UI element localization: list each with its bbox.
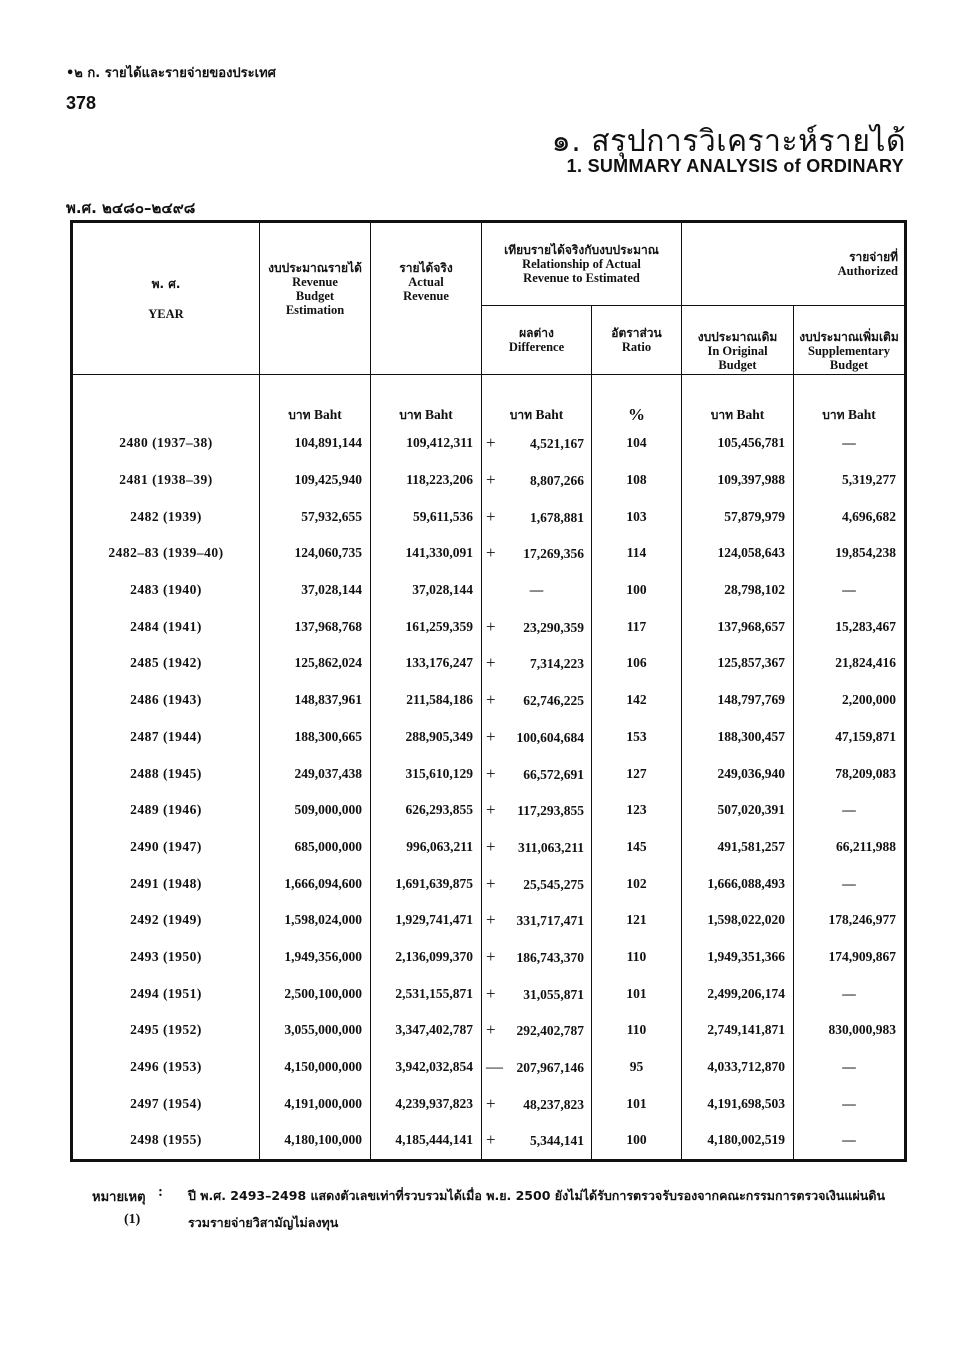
cell-difference [482,608,592,645]
cell-estimate: 125,862,024 [260,645,371,682]
footnote-number: (1) [124,1212,141,1227]
unit-difference [482,375,592,426]
difference-value: 25,545,275 [523,876,584,892]
header-actual [371,222,482,375]
cell-supplementary: 4,696,682 [794,498,906,535]
cell-ratio: 95 [592,1049,682,1086]
table-row [72,829,906,866]
cell-ratio: 145 [592,829,682,866]
table-row [72,608,906,645]
cell-ratio: 153 [592,719,682,756]
footnote-text: รวมรายจ่ายวิสามัญไม่ลงทุน [188,1215,339,1230]
cell-year: 2494 (1951) [72,975,260,1012]
cell-year: 2487 (1944) [72,719,260,756]
cell-ratio: 121 [592,902,682,939]
cell-estimate: 509,000,000 [260,792,371,829]
cell-original: 491,581,257 [682,829,794,866]
header-supplementary-en1: Supplementary [808,344,890,358]
header-authorized-en: Authorized [837,264,899,278]
cell-year: 2498 (1955) [72,1122,260,1160]
cell-original: 4,033,712,870 [682,1049,794,1086]
cell-estimate: 1,666,094,600 [260,865,371,902]
difference-value: 331,717,471 [516,913,584,929]
table-row [72,865,906,902]
cell-year: 2495 (1952) [72,1012,260,1049]
cell-original: 124,058,643 [682,535,794,572]
cell-original: 57,879,979 [682,498,794,535]
cell-supplementary: 21,824,416 [794,645,906,682]
cell-actual: 4,185,444,141 [371,1122,482,1160]
header-actual-en2: Revenue [403,289,449,303]
cell-original: 28,798,102 [682,572,794,609]
cell-difference [482,975,592,1012]
cell-supplementary: 178,246,977 [794,902,906,939]
unit-original [682,375,794,426]
cell-ratio: 110 [592,939,682,976]
cell-ratio: 110 [592,1012,682,1049]
cell-year: 2482 (1939) [72,498,260,535]
cell-year: 2480 (1937–38) [72,425,260,462]
table-row [72,682,906,719]
cell-ratio: 142 [592,682,682,719]
header-authorized [682,222,906,306]
cell-year: 2497 (1954) [72,1085,260,1122]
cell-estimate: 2,500,100,000 [260,975,371,1012]
unit-actual [371,375,482,426]
cell-year: 2496 (1953) [72,1049,260,1086]
header-original-en1: In Original [707,344,768,358]
difference-sign: + [486,763,496,783]
cell-estimate: 137,968,768 [260,608,371,645]
cell-ratio: 114 [592,535,682,572]
header-supplementary-en2: Budget [829,358,869,372]
difference-value: 17,269,356 [523,546,584,562]
cell-actual: 141,330,091 [371,535,482,572]
difference-sign: + [486,470,496,490]
cell-estimate: 57,932,655 [260,498,371,535]
header-original [682,306,794,375]
cell-estimate: 124,060,735 [260,535,371,572]
cell-difference [482,1085,592,1122]
header-difference [482,306,592,375]
header-relationship-en2: Revenue to Estimated [523,271,640,285]
cell-estimate: 4,150,000,000 [260,1049,371,1086]
table-row [72,975,906,1012]
unit-baht-th: บาท [509,408,533,422]
difference-value: 8,807,266 [530,473,584,489]
difference-sign: + [486,946,496,966]
cell-original: 188,300,457 [682,719,794,756]
table-row [72,425,906,462]
header-estimate-th: งบประมาณรายได้ [268,261,362,275]
table-row [72,645,906,682]
cell-ratio: 100 [592,572,682,609]
cell-ratio: 127 [592,755,682,792]
cell-actual: 59,611,536 [371,498,482,535]
unit-percent: % [592,375,682,426]
cell-supplementary: — [794,425,906,462]
cell-supplementary: 19,854,238 [794,535,906,572]
difference-value: 31,055,871 [523,986,584,1002]
header-actual-th: รายได้จริง [399,261,453,275]
difference-sign: + [486,506,496,526]
cell-difference [482,755,592,792]
header-year-en: YEAR [148,306,184,321]
cell-actual: 133,176,247 [371,645,482,682]
page-title-english: 1. SUMMARY ANALYSIS of ORDINARY [566,156,904,176]
header-relationship-en1: Relationship of Actual [522,257,641,271]
cell-ratio: 123 [592,792,682,829]
table-row [72,1012,906,1049]
cell-year: 2482–83 (1939–40) [72,535,260,572]
cell-difference [482,1122,592,1160]
cell-estimate: 1,598,024,000 [260,902,371,939]
cell-supplementary: 830,000,983 [794,1012,906,1049]
cell-year: 2491 (1948) [72,865,260,902]
cell-actual: 3,347,402,787 [371,1012,482,1049]
cell-year: 2492 (1949) [72,902,260,939]
cell-ratio: 117 [592,608,682,645]
note-text: ปี พ.ศ. 2493–2498 แสดงตัวเลขเท่าที่รวบรวมได้เมื่อ พ.ย. 2500 ยังไม่ได้รับการตรวจรับรองจากคณะกรรมการตรวจเงินแผ่นดิน [188,1188,886,1203]
cell-actual: 1,929,741,471 [371,902,482,939]
difference-value: 186,743,370 [516,949,584,965]
difference-value: 7,314,223 [530,656,584,672]
header-ratio-th: อัตราส่วน [611,326,662,340]
cell-actual: 118,223,206 [371,462,482,499]
cell-year: 2486 (1943) [72,682,260,719]
difference-value: 1,678,881 [530,509,584,525]
cell-original: 148,797,769 [682,682,794,719]
cell-difference [482,792,592,829]
unit-baht-en: Baht [535,407,564,422]
table-row [72,1085,906,1122]
cell-original: 4,191,698,503 [682,1085,794,1122]
cell-difference [482,1012,592,1049]
cell-actual: 315,610,129 [371,755,482,792]
table-row [72,498,906,535]
cell-actual: 626,293,855 [371,792,482,829]
cell-supplementary: — [794,1049,906,1086]
header-supplementary [794,306,906,375]
cell-original: 125,857,367 [682,645,794,682]
table-row [72,755,906,792]
difference-sign: + [486,1020,496,1040]
cell-original: 1,598,022,020 [682,902,794,939]
difference-value: 100,604,684 [516,729,584,745]
cell-original: 4,180,002,519 [682,1122,794,1160]
header-year-th: พ. ศ. [151,276,181,291]
header-ratio-en: Ratio [621,340,652,354]
cell-year: 2483 (1940) [72,572,260,609]
cell-supplementary: 66,211,988 [794,829,906,866]
page-number: 378 [66,93,97,113]
difference-sign: + [486,433,496,453]
cell-actual: 2,531,155,871 [371,975,482,1012]
difference-value: 117,293,855 [517,803,584,819]
unit-year [72,375,260,426]
section-header: •๒ ก. รายได้และรายจ่ายของประเทศ [66,66,276,81]
cell-year: 2484 (1941) [72,608,260,645]
header-estimate-en1: Revenue [292,275,338,289]
difference-sign: + [486,616,496,636]
cell-year: 2490 (1947) [72,829,260,866]
table-row [72,902,906,939]
cell-original: 507,020,391 [682,792,794,829]
table-row [72,1049,906,1086]
table-row [72,719,906,756]
unit-baht-th: บาท [288,408,311,422]
difference-value: 207,967,146 [516,1060,584,1076]
cell-original: 137,968,657 [682,608,794,645]
unit-supplementary [794,375,906,426]
header-ratio [592,306,682,375]
note-colon: : [158,1184,163,1200]
header-year [72,222,260,375]
unit-baht-en: Baht [424,407,453,422]
cell-ratio: 101 [592,1085,682,1122]
cell-year: 2485 (1942) [72,645,260,682]
table-row [72,1122,906,1160]
cell-estimate: 37,028,144 [260,572,371,609]
cell-actual: 37,028,144 [371,572,482,609]
header-relationship-th: เทียบรายได้จริงกับงบประมาณ [504,243,659,257]
cell-original: 2,499,206,174 [682,975,794,1012]
cell-supplementary: — [794,1122,906,1160]
cell-year: 2481 (1938–39) [72,462,260,499]
header-original-th: งบประมาณเดิม [697,330,778,344]
cell-actual: 211,584,186 [371,682,482,719]
cell-estimate: 3,055,000,000 [260,1012,371,1049]
cell-ratio: 108 [592,462,682,499]
page-title-thai: ๑. สรุปการวิเคราะห์รายได้ [551,124,906,159]
difference-value: 62,746,225 [523,693,584,709]
cell-difference: — [482,572,592,609]
difference-sign: + [486,983,496,1003]
cell-difference [482,425,592,462]
difference-value: 66,572,691 [523,766,584,782]
cell-estimate: 249,037,438 [260,755,371,792]
header-difference-en: Difference [508,340,565,354]
difference-sign: + [486,873,496,893]
cell-supplementary: 174,909,867 [794,939,906,976]
unit-baht-th: บาท [710,408,734,422]
unit-baht-en: Baht [847,407,876,422]
header-supplementary-th: งบประมาณเพิ่มเติม [799,330,899,344]
header-estimate [260,222,371,375]
cell-ratio: 106 [592,645,682,682]
cell-year: 2488 (1945) [72,755,260,792]
difference-sign: + [486,800,496,820]
cell-actual: 1,691,639,875 [371,865,482,902]
cell-supplementary: 2,200,000 [794,682,906,719]
difference-sign: + [486,910,496,930]
cell-supplementary: — [794,1085,906,1122]
cell-difference [482,939,592,976]
unit-baht-th: บาท [822,408,845,422]
cell-estimate: 4,191,000,000 [260,1085,371,1122]
cell-year: 2493 (1950) [72,939,260,976]
table-row [72,939,906,976]
cell-difference [482,902,592,939]
summary-table [70,220,907,1162]
difference-sign: + [486,690,496,710]
table-row [72,535,906,572]
header-estimate-en3: Estimation [285,303,345,317]
cell-actual: 996,063,211 [371,829,482,866]
table-row [72,572,906,609]
cell-difference [482,865,592,902]
unit-baht-th: บาท [399,408,422,422]
cell-original: 1,666,088,493 [682,865,794,902]
cell-estimate: 4,180,100,000 [260,1122,371,1160]
cell-ratio: 100 [592,1122,682,1160]
unit-estimate [260,375,371,426]
difference-value: 48,237,823 [523,1096,584,1112]
cell-difference [482,645,592,682]
table-body [72,375,906,1161]
cell-difference [482,498,592,535]
unit-row [72,375,906,426]
cell-estimate: 1,949,356,000 [260,939,371,976]
difference-sign: + [486,836,496,856]
difference-value: 23,290,359 [523,619,584,635]
cell-supplementary: — [794,792,906,829]
table-row [72,462,906,499]
header-estimate-en2: Budget [295,289,335,303]
cell-ratio: 102 [592,865,682,902]
cell-original: 109,397,988 [682,462,794,499]
note-label: หมายเหตุ [92,1190,146,1205]
difference-value: 5,344,141 [530,1133,584,1149]
cell-actual: 4,239,937,823 [371,1085,482,1122]
cell-difference [482,829,592,866]
difference-sign: + [486,1130,496,1150]
cell-year: 2489 (1946) [72,792,260,829]
header-difference-th: ผลต่าง [519,326,554,340]
cell-supplementary: — [794,975,906,1012]
difference-sign: — [486,1057,503,1077]
cell-difference [482,719,592,756]
header-actual-en1: Actual [408,275,444,289]
difference-value: 292,402,787 [516,1023,584,1039]
cell-supplementary: — [794,572,906,609]
cell-estimate: 188,300,665 [260,719,371,756]
unit-baht-en: Baht [313,407,342,422]
cell-estimate: 109,425,940 [260,462,371,499]
difference-sign: + [486,1093,496,1113]
cell-actual: 2,136,099,370 [371,939,482,976]
cell-estimate: 104,891,144 [260,425,371,462]
difference-value: 4,521,167 [530,436,584,452]
cell-original: 1,949,351,366 [682,939,794,976]
header-authorized-th: รายจ่ายที่ [849,250,899,264]
cell-estimate: 685,000,000 [260,829,371,866]
cell-original: 105,456,781 [682,425,794,462]
cell-difference [482,535,592,572]
header-original-en2: Budget [718,358,757,372]
difference-value: 311,063,211 [517,839,584,855]
cell-ratio: 103 [592,498,682,535]
cell-estimate: 148,837,961 [260,682,371,719]
cell-difference [482,462,592,499]
cell-difference [482,1049,592,1086]
cell-supplementary: — [794,865,906,902]
table-row [72,792,906,829]
cell-actual: 3,942,032,854 [371,1049,482,1086]
cell-supplementary: 15,283,467 [794,608,906,645]
header-relationship [482,222,682,306]
cell-actual: 161,259,359 [371,608,482,645]
year-range-label: พ.ศ. ๒๔๘๐–๒๔๙๘ [66,199,196,217]
cell-ratio: 104 [592,425,682,462]
difference-sign: + [486,653,496,673]
cell-actual: 288,905,349 [371,719,482,756]
cell-original: 249,036,940 [682,755,794,792]
unit-baht-en: Baht [736,407,765,422]
difference-sign: + [486,543,496,563]
cell-supplementary: 47,159,871 [794,719,906,756]
cell-supplementary: 5,319,277 [794,462,906,499]
cell-difference [482,682,592,719]
cell-ratio: 101 [592,975,682,1012]
difference-sign: + [486,726,496,746]
cell-supplementary: 78,209,083 [794,755,906,792]
cell-original: 2,749,141,871 [682,1012,794,1049]
cell-actual: 109,412,311 [371,425,482,462]
